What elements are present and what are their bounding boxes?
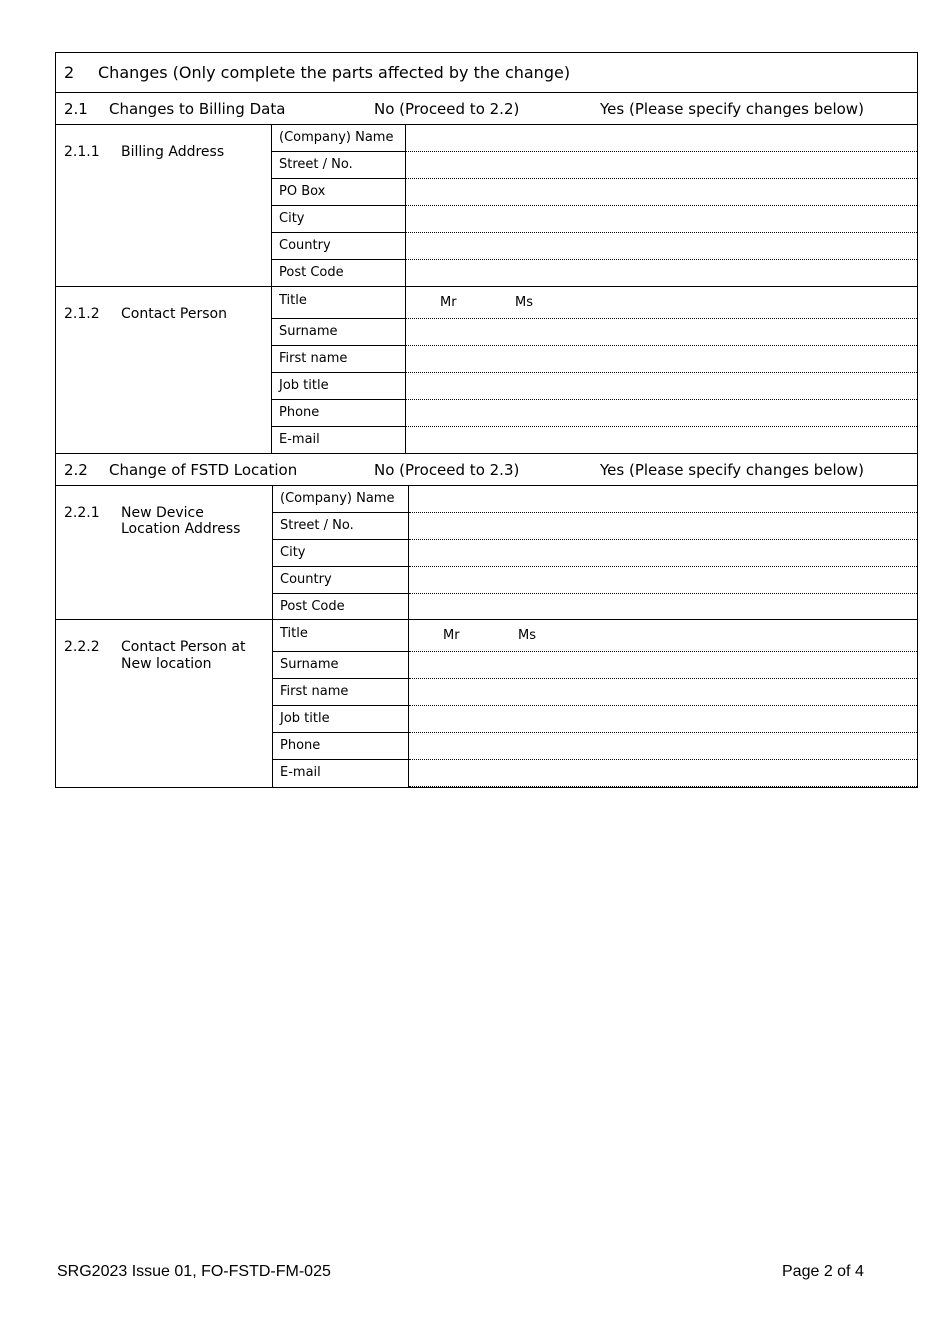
billing-no-option[interactable]: No (Proceed to 2.2) (374, 100, 520, 118)
billing-contact-label-cell (56, 287, 272, 453)
field-label: Title (272, 287, 406, 319)
billing-address-label: Billing Address (121, 144, 225, 160)
job-title-input[interactable] (406, 373, 917, 400)
field-label: Country (273, 567, 409, 594)
location-header-row (56, 454, 917, 486)
changes-form (55, 52, 918, 788)
field-row (272, 233, 917, 260)
field-label: Job title (273, 706, 409, 733)
footer-doc-ref: SRG2023 Issue 01, FO-FSTD-FM-025 (57, 1263, 331, 1280)
billing-address-label-cell (56, 125, 272, 286)
email-input[interactable] (406, 427, 917, 454)
street-input[interactable] (406, 152, 917, 179)
field-label: Surname (273, 652, 409, 679)
title-options (409, 620, 917, 652)
city-input[interactable] (409, 540, 917, 567)
location-address-label-cell (56, 486, 273, 619)
country-input[interactable] (406, 233, 917, 260)
billing-address-fields (272, 125, 917, 286)
city-input[interactable] (406, 206, 917, 233)
field-label: E-mail (273, 760, 409, 787)
billing-contact-block (56, 287, 917, 454)
location-address-number: 2.2.1 (64, 505, 100, 521)
location-contact-label-line1: Contact Person at (121, 639, 246, 655)
post-code-input[interactable] (409, 594, 917, 620)
billing-contact-fields (272, 287, 917, 453)
billing-contact-number: 2.1.2 (64, 306, 100, 322)
field-label: (Company) Name (272, 125, 406, 152)
billing-header-row (56, 93, 917, 125)
field-label: City (273, 540, 409, 567)
field-label: Phone (273, 733, 409, 760)
field-row (273, 620, 917, 652)
first-name-input[interactable] (409, 679, 917, 706)
country-input[interactable] (409, 567, 917, 594)
field-row (273, 679, 917, 706)
field-row (272, 125, 917, 152)
field-row (272, 260, 917, 287)
location-address-fields (273, 486, 917, 619)
location-contact-fields (273, 620, 917, 787)
location-contact-number: 2.2.2 (64, 639, 100, 655)
email-input[interactable] (409, 760, 917, 787)
field-row (272, 400, 917, 427)
street-input[interactable] (409, 513, 917, 540)
footer-page-number: Page 2 of 4 (782, 1263, 864, 1280)
field-label: Post Code (273, 594, 409, 620)
section-number: 2 (64, 63, 75, 82)
location-address-label-line2: Location Address (121, 521, 241, 537)
field-row (273, 540, 917, 567)
post-code-input[interactable] (406, 260, 917, 287)
field-label: Post Code (272, 260, 406, 287)
location-no-option[interactable]: No (Proceed to 2.3) (374, 461, 520, 479)
billing-title: Changes to Billing Data (109, 100, 286, 118)
field-row (273, 486, 917, 513)
company-name-input[interactable] (409, 486, 917, 513)
field-row (272, 346, 917, 373)
billing-address-number: 2.1.1 (64, 144, 100, 160)
title-mr-option[interactable]: Mr (443, 628, 460, 643)
field-label: Job title (272, 373, 406, 400)
field-row (273, 760, 917, 787)
field-label: PO Box (272, 179, 406, 206)
field-label: Country (272, 233, 406, 260)
field-label: E-mail (272, 427, 406, 454)
field-label: First name (273, 679, 409, 706)
billing-yes-option[interactable]: Yes (Please specify changes below) (600, 100, 864, 118)
title-options (406, 287, 917, 319)
field-row (272, 287, 917, 319)
field-label: Surname (272, 319, 406, 346)
location-yes-option[interactable]: Yes (Please specify changes below) (600, 461, 864, 479)
surname-input[interactable] (409, 652, 917, 679)
field-row (272, 152, 917, 179)
first-name-input[interactable] (406, 346, 917, 373)
field-row (272, 427, 917, 454)
location-address-block (56, 486, 917, 620)
field-row (273, 513, 917, 540)
title-ms-option[interactable]: Ms (518, 628, 536, 643)
company-name-input[interactable] (406, 125, 917, 152)
title-mr-option[interactable]: Mr (440, 295, 457, 310)
location-number: 2.2 (64, 461, 88, 479)
field-row (272, 206, 917, 233)
phone-input[interactable] (409, 733, 917, 760)
job-title-input[interactable] (409, 706, 917, 733)
billing-number: 2.1 (64, 100, 88, 118)
field-label: City (272, 206, 406, 233)
field-row (272, 179, 917, 206)
location-address-label-line1: New Device (121, 505, 204, 521)
billing-address-block (56, 125, 917, 287)
field-label: Phone (272, 400, 406, 427)
section-title: Changes (Only complete the parts affected by the change) (98, 63, 571, 82)
field-row (273, 706, 917, 733)
surname-input[interactable] (406, 319, 917, 346)
location-contact-label-cell (56, 620, 273, 787)
field-label: First name (272, 346, 406, 373)
field-row (273, 652, 917, 679)
field-row (272, 373, 917, 400)
po-box-input[interactable] (406, 179, 917, 206)
field-row (273, 594, 917, 620)
field-row (273, 567, 917, 594)
location-title: Change of FSTD Location (109, 461, 298, 479)
field-row (273, 733, 917, 760)
section-title-row (56, 53, 917, 93)
title-ms-option[interactable]: Ms (515, 295, 533, 310)
billing-contact-label: Contact Person (121, 306, 227, 322)
location-contact-block (56, 620, 917, 787)
field-label: (Company) Name (273, 486, 409, 513)
location-contact-label-line2: New location (121, 656, 212, 672)
field-label: Street / No. (273, 513, 409, 540)
field-row (272, 319, 917, 346)
phone-input[interactable] (406, 400, 917, 427)
field-label: Title (273, 620, 409, 652)
field-label: Street / No. (272, 152, 406, 179)
